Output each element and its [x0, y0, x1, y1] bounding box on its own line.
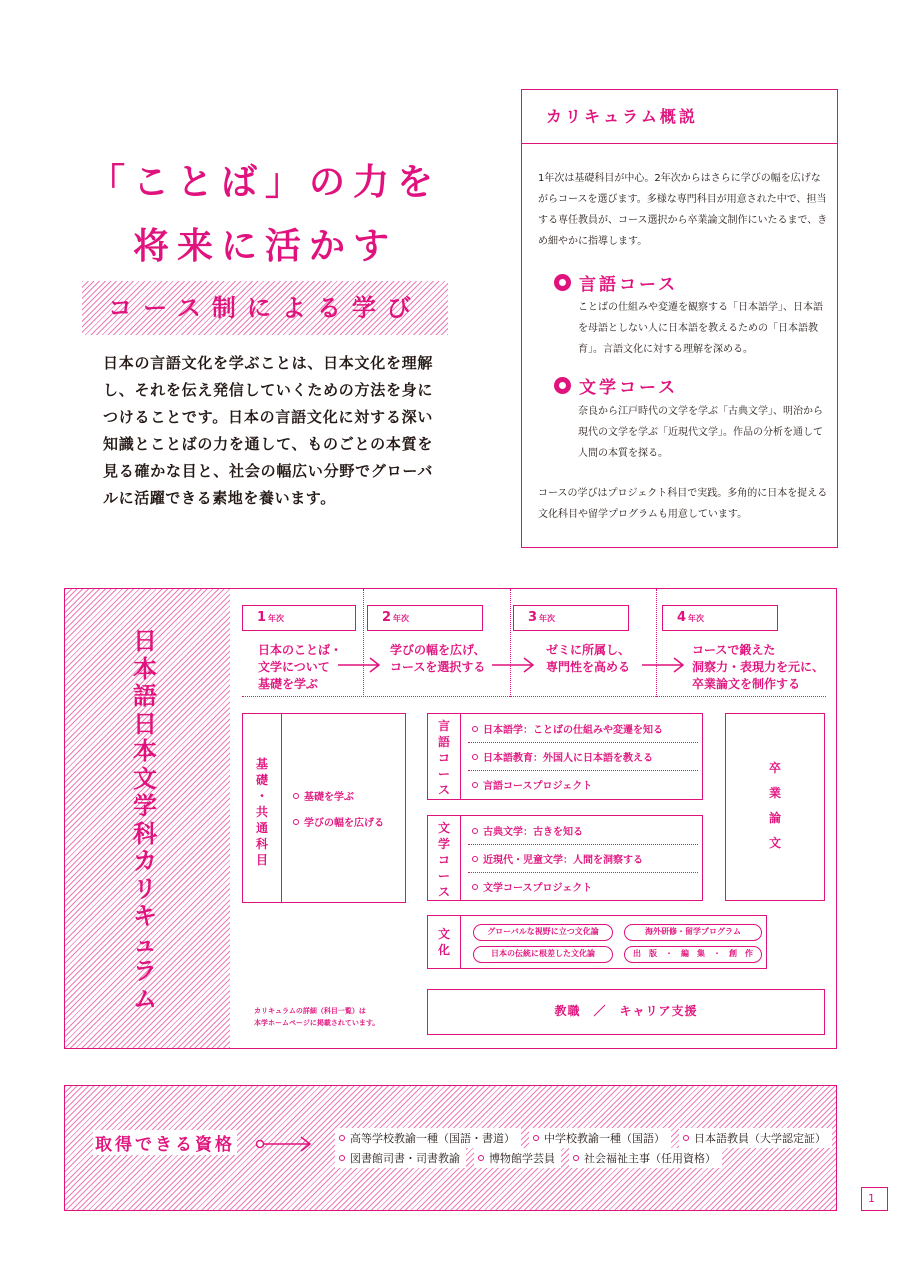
year-4-desc: コースで鍛えた 洞察力・表現力を元に、 卒業論文を制作する [692, 643, 825, 691]
list-item: 日本語教育：外国人に日本語を教える [472, 749, 653, 764]
curriculum-title-panel [65, 589, 230, 1048]
list-item: 古典文学：古きを知る [472, 823, 583, 838]
curriculum-note: カリキュラムの詳細（科目一覧）は 本学ホームページに掲載されています。 [254, 1007, 380, 1027]
culture-pill: グローバルな視野に立つ文化論 [473, 924, 613, 941]
ring-bullet-icon [554, 377, 571, 394]
list-item: 基礎を学ぶ [293, 788, 354, 803]
language-course-label: 言 語 コ ー ス [437, 719, 450, 797]
thesis-label: 卒 業 論 文 [768, 761, 781, 850]
qualification-item: 図書館司書・司書教諭 [335, 1148, 466, 1168]
course-name: 言語コース [579, 275, 679, 295]
arrow-right-icon [492, 657, 536, 673]
literature-course-box [427, 815, 703, 901]
course-desc-literature: 奈良から江戸時代の文学を学ぶ「古典文学」、明治から現代の文学を学ぶ「近現代文学」。作品の分析を通して人間の本質を探る。 [578, 406, 823, 459]
arrow-right-icon [338, 657, 382, 673]
list-item: 言語コースプロジェクト [472, 777, 592, 792]
course-heading-literature [554, 373, 678, 398]
overview-text: 1年次は基礎科目が中心。2年次からはさらに学びの幅を広げながらコースを選びます。多様な専門科目が用意された中で、担当する専任教員が、コース選択から卒業論文制作にいたるまで、きめ細やかに指導します。 [538, 173, 828, 247]
culture-pill: 海外研修・留学プログラム [624, 924, 762, 941]
curriculum-chart [64, 588, 837, 1049]
list-item: 日本語学：ことばの仕組みや変遷を知る [472, 721, 663, 736]
curriculum-overview-box [521, 89, 838, 548]
headline-line-1: 「ことば」の力を [88, 161, 441, 203]
list-item: 近現代・児童文学：人間を洞察する [472, 851, 643, 866]
foundation-label: 基 礎 ・ 共 通 科 目 [255, 757, 268, 867]
year-4-label: 4 年次 [662, 605, 778, 631]
ring-bullet-icon [554, 274, 571, 291]
year-2-label: 2 年次 [367, 605, 483, 631]
year-1-label: 1 年次 [242, 605, 356, 631]
qualification-item: 高等学校教諭一種（国語・書道） [335, 1128, 521, 1148]
arrow-right-icon [642, 657, 686, 673]
overview-footer: コースの学びはプロジェクト科目で実践。多角的に日本を捉える文化科目や留学プログラムも用意しています。 [538, 488, 828, 520]
page-number: 1 [861, 1187, 888, 1211]
divider [242, 696, 826, 697]
curriculum-title: 日 本 語 日 本 文 学 科 カ リ キ ュ ラ ム [133, 626, 157, 1013]
year-3-label: 3 年次 [513, 605, 629, 631]
qualifications-box [64, 1085, 837, 1211]
divider [363, 589, 364, 697]
culture-label: 文 化 [437, 927, 450, 957]
course-name: 文学コース [579, 378, 679, 398]
qualification-item: 博物館学芸員 [474, 1148, 561, 1168]
culture-box [427, 915, 767, 969]
subheadline-band [82, 281, 448, 335]
qualification-item: 中学校教諭一種（国語） [529, 1128, 671, 1148]
qualifications-title: 取得できる資格 [93, 1130, 237, 1155]
course-desc-language: ことばの仕組みや変遷を観察する「日本語学」、日本語を母語としない人に日本語を教えるための「日本語教育」。言語文化に対する理解を深める。 [578, 302, 823, 355]
list-item: 学びの幅を広げる [293, 814, 384, 829]
culture-pill: 出 版 ・ 編 集 ・ 創 作 [624, 946, 762, 963]
career-support-box: 教職 ／ キャリア支援 [427, 989, 825, 1035]
literature-course-label: 文 学 コ ー ス [437, 821, 450, 899]
year-1-desc: 日本のことば・ 文学について 基礎を学ぶ [258, 643, 343, 691]
qualification-item: 社会福祉主事（任用資格） [569, 1148, 722, 1168]
qualification-item: 日本語教員（大学認定証） [679, 1128, 832, 1148]
qualifications-row-1 [335, 1128, 840, 1148]
culture-pill: 日本の伝統に根差した文化論 [473, 946, 613, 963]
intro-text: 日本の言語文化を学ぶことは、日本文化を理解し、それを伝え発信していくための方法を身につけることです。日本の言語文化に対する深い知識とことばの力を通して、ものごとの本質を見る確かな目と、社会の幅広い分野でグローバルに活躍できる素地を養います。 [103, 354, 433, 507]
course-heading-language [554, 270, 678, 295]
headline-line-2: 将来に活かす [132, 225, 397, 267]
headline [70, 150, 460, 278]
overview-title: カリキュラム概説 [522, 90, 837, 144]
qualifications-row-2 [335, 1148, 730, 1168]
subheadline: コース制による学び [108, 293, 422, 322]
thesis-box [725, 713, 825, 901]
arrow-right-icon [255, 1136, 313, 1152]
foundation-box [242, 713, 406, 903]
list-item: 文学コースプロジェクト [472, 879, 592, 894]
year-3-desc: ゼミに所属し、 専門性を高める [546, 643, 631, 674]
language-course-box [427, 713, 703, 800]
curriculum-body [230, 589, 836, 1048]
divider [510, 589, 511, 697]
year-2-desc: 学びの幅を広げ、 コースを選択する [390, 643, 486, 674]
divider [656, 589, 657, 697]
